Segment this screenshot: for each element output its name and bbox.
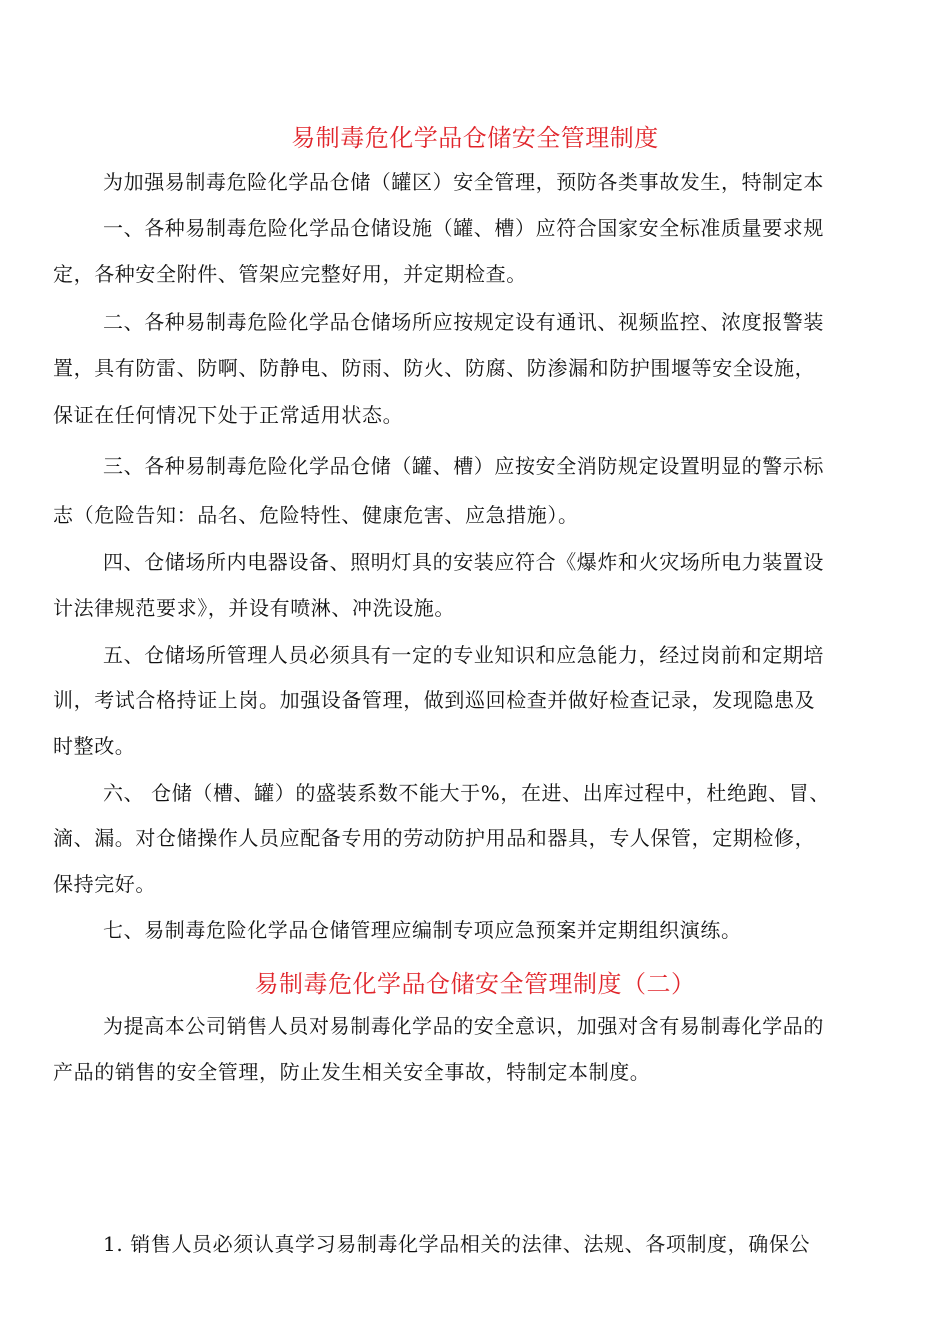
item-2-line-3: 保证在任何情况下处于正常适用状态。 bbox=[53, 403, 404, 427]
item-1-line-1: 一、各种易制毒危险化学品仓储设施（罐、槽）应符合国家安全标准质量要求规 bbox=[103, 216, 824, 240]
point-1-line: 1. 销售人员必须认真学习易制毒化学品相关的法律、法规、各项制度，确保公 bbox=[103, 1232, 811, 1256]
item-2-line-1: 二、各种易制毒危险化学品仓储场所应按规定设有通讯、视频监控、浓度报警装 bbox=[103, 310, 824, 334]
item-6-line-3: 保持完好。 bbox=[53, 872, 156, 896]
item-5-line-3: 时整改。 bbox=[53, 734, 136, 758]
intro-paragraph: 为加强易制毒危险化学品仓储（罐区）安全管理，预防各类事故发生，特制定本 bbox=[103, 170, 824, 194]
document-title: 易制毒危化学品仓储安全管理制度 bbox=[291, 124, 659, 152]
section-two-title: 易制毒危化学品仓储安全管理制度（二） bbox=[254, 970, 696, 998]
item-1-line-2: 定，各种安全附件、管架应完整好用，并定期检查。 bbox=[53, 262, 527, 286]
item-6-line-2: 滴、漏。对仓储操作人员应配备专用的劳动防护用品和器具，专人保管，定期检修， bbox=[53, 826, 816, 850]
item-3-line-1: 三、各种易制毒危险化学品仓储（罐、槽）应按安全消防规定设置明显的警示标 bbox=[103, 454, 824, 478]
item-6-line-1: 六、 仓储（槽、罐）的盛装系数不能大于%，在进、出库过程中，杜绝跑、冒、 bbox=[103, 781, 830, 805]
item-3-line-2: 志（危险告知：品名、危险特性、健康危害、应急措施）。 bbox=[53, 503, 579, 527]
item-7-line-1: 七、易制毒危险化学品仓储管理应编制专项应急预案并定期组织演练。 bbox=[103, 918, 742, 942]
item-4-line-1: 四、仓储场所内电器设备、照明灯具的安装应符合《爆炸和火灾场所电力装置设 bbox=[103, 550, 824, 574]
item-5-line-2: 训，考试合格持证上岗。加强设备管理，做到巡回检查并做好检查记录，发现隐患及 bbox=[53, 688, 816, 712]
item-5-line-1: 五、仓储场所管理人员必须具有一定的专业知识和应急能力，经过岗前和定期培 bbox=[103, 643, 824, 667]
intro-two-line-1: 为提高本公司销售人员对易制毒化学品的安全意识，加强对含有易制毒化学品的 bbox=[103, 1014, 824, 1038]
item-2-line-2: 置，具有防雷、防啊、防静电、防雨、防火、防腐、防渗漏和防护围堰等安全设施， bbox=[53, 356, 816, 380]
intro-two-line-2: 产品的销售的安全管理，防止发生相关安全事故，特制定本制度。 bbox=[53, 1060, 651, 1084]
item-4-line-2: 计法律规范要求》，并设有喷淋、冲洗设施。 bbox=[53, 596, 455, 620]
